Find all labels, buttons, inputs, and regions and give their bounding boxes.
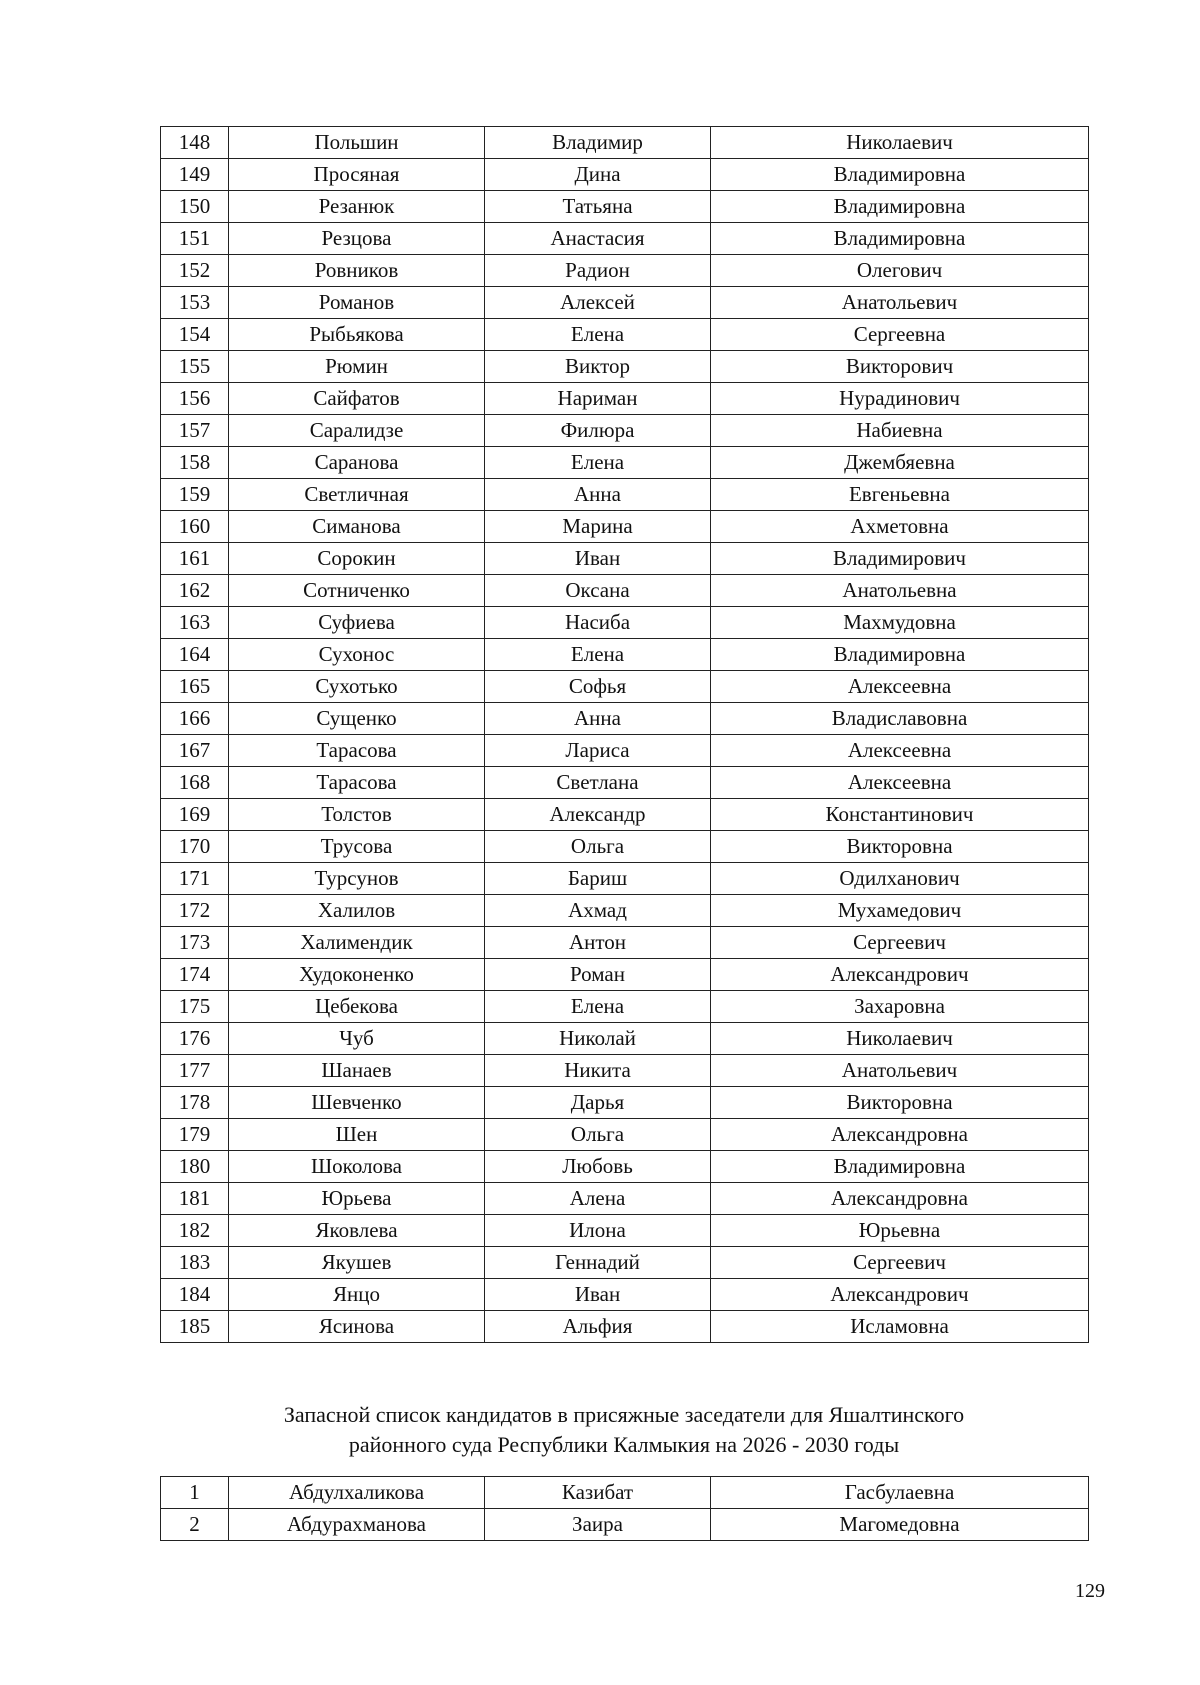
reserve-candidates-table	[160, 1476, 1089, 1541]
row-number-cell: 2	[161, 1509, 229, 1541]
row-number-cell: 163	[161, 607, 229, 639]
table-row	[161, 927, 1089, 959]
row-number-cell: 162	[161, 575, 229, 607]
surname-cell: Просяная	[229, 159, 485, 191]
row-number-cell: 155	[161, 351, 229, 383]
table-row	[161, 447, 1089, 479]
row-number-cell: 156	[161, 383, 229, 415]
table-row	[161, 223, 1089, 255]
first-name-cell: Оксана	[485, 575, 711, 607]
first-name-cell: Алексей	[485, 287, 711, 319]
surname-cell: Худоконенко	[229, 959, 485, 991]
first-name-cell: Илона	[485, 1215, 711, 1247]
table-row	[161, 895, 1089, 927]
patronymic-cell: Одилханович	[711, 863, 1089, 895]
table-row	[161, 191, 1089, 223]
first-name-cell: Светлана	[485, 767, 711, 799]
surname-cell: Сухотько	[229, 671, 485, 703]
first-name-cell: Анна	[485, 703, 711, 735]
patronymic-cell: Сергеевна	[711, 319, 1089, 351]
surname-cell: Абдурахманова	[229, 1509, 485, 1541]
table-row	[161, 735, 1089, 767]
row-number-cell: 161	[161, 543, 229, 575]
patronymic-cell: Владимировна	[711, 191, 1089, 223]
reserve-heading-line-1: Запасной список кандидатов в присяжные заседатели для Яшалтинского	[283, 1402, 965, 1427]
first-name-cell: Насиба	[485, 607, 711, 639]
table-row	[161, 991, 1089, 1023]
patronymic-cell: Евгеньевна	[711, 479, 1089, 511]
patronymic-cell: Юрьевна	[711, 1215, 1089, 1247]
first-name-cell: Софья	[485, 671, 711, 703]
patronymic-cell: Анатольевич	[711, 287, 1089, 319]
row-number-cell: 158	[161, 447, 229, 479]
row-number-cell: 170	[161, 831, 229, 863]
first-name-cell: Роман	[485, 959, 711, 991]
table-row	[161, 1119, 1089, 1151]
table-row	[161, 383, 1089, 415]
row-number-cell: 157	[161, 415, 229, 447]
surname-cell: Симанова	[229, 511, 485, 543]
table-row	[161, 127, 1089, 159]
patronymic-cell: Викторовна	[711, 1087, 1089, 1119]
patronymic-cell: Гасбулаевна	[711, 1477, 1089, 1509]
reserve-list-heading	[160, 1400, 1088, 1460]
candidates-table	[160, 126, 1089, 1343]
first-name-cell: Марина	[485, 511, 711, 543]
patronymic-cell: Викторович	[711, 351, 1089, 383]
table-row	[161, 607, 1089, 639]
first-name-cell: Бариш	[485, 863, 711, 895]
first-name-cell: Иван	[485, 1279, 711, 1311]
first-name-cell: Дина	[485, 159, 711, 191]
surname-cell: Сайфатов	[229, 383, 485, 415]
table-row	[161, 1151, 1089, 1183]
first-name-cell: Антон	[485, 927, 711, 959]
surname-cell: Светличная	[229, 479, 485, 511]
surname-cell: Сорокин	[229, 543, 485, 575]
surname-cell: Тарасова	[229, 735, 485, 767]
patronymic-cell: Ахметовна	[711, 511, 1089, 543]
first-name-cell: Николай	[485, 1023, 711, 1055]
table-row	[161, 415, 1089, 447]
row-number-cell: 168	[161, 767, 229, 799]
row-number-cell: 151	[161, 223, 229, 255]
first-name-cell: Елена	[485, 991, 711, 1023]
patronymic-cell: Алексеевна	[711, 735, 1089, 767]
row-number-cell: 171	[161, 863, 229, 895]
table-row	[161, 767, 1089, 799]
first-name-cell: Никита	[485, 1055, 711, 1087]
row-number-cell: 185	[161, 1311, 229, 1343]
row-number-cell: 179	[161, 1119, 229, 1151]
table-row	[161, 959, 1089, 991]
first-name-cell: Елена	[485, 319, 711, 351]
first-name-cell: Лариса	[485, 735, 711, 767]
patronymic-cell: Сергеевич	[711, 927, 1089, 959]
table-row	[161, 1247, 1089, 1279]
table-row	[161, 1215, 1089, 1247]
surname-cell: Якушев	[229, 1247, 485, 1279]
table-row	[161, 831, 1089, 863]
row-number-cell: 169	[161, 799, 229, 831]
patronymic-cell: Алексеевна	[711, 767, 1089, 799]
patronymic-cell: Исламовна	[711, 1311, 1089, 1343]
patronymic-cell: Александрович	[711, 959, 1089, 991]
first-name-cell: Ахмад	[485, 895, 711, 927]
row-number-cell: 150	[161, 191, 229, 223]
first-name-cell: Геннадий	[485, 1247, 711, 1279]
first-name-cell: Иван	[485, 543, 711, 575]
table-row	[161, 159, 1089, 191]
first-name-cell: Казибат	[485, 1477, 711, 1509]
patronymic-cell: Нурадинович	[711, 383, 1089, 415]
row-number-cell: 175	[161, 991, 229, 1023]
table-row	[161, 1055, 1089, 1087]
table-row	[161, 575, 1089, 607]
row-number-cell: 181	[161, 1183, 229, 1215]
table-row	[161, 511, 1089, 543]
table-row	[161, 1023, 1089, 1055]
row-number-cell: 148	[161, 127, 229, 159]
patronymic-cell: Джембяевна	[711, 447, 1089, 479]
page-number: 129	[1075, 1580, 1105, 1602]
surname-cell: Сухонос	[229, 639, 485, 671]
row-number-cell: 174	[161, 959, 229, 991]
first-name-cell: Ольга	[485, 831, 711, 863]
row-number-cell: 159	[161, 479, 229, 511]
patronymic-cell: Набиевна	[711, 415, 1089, 447]
candidates-table-body	[161, 127, 1089, 1343]
reserve-table-body	[161, 1477, 1089, 1541]
table-row	[161, 671, 1089, 703]
row-number-cell: 153	[161, 287, 229, 319]
first-name-cell: Любовь	[485, 1151, 711, 1183]
surname-cell: Шоколова	[229, 1151, 485, 1183]
table-row	[161, 1279, 1089, 1311]
surname-cell: Суфиева	[229, 607, 485, 639]
table-row	[161, 639, 1089, 671]
surname-cell: Резцова	[229, 223, 485, 255]
surname-cell: Саралидзе	[229, 415, 485, 447]
row-number-cell: 167	[161, 735, 229, 767]
patronymic-cell: Махмудовна	[711, 607, 1089, 639]
table-row	[161, 1087, 1089, 1119]
row-number-cell: 180	[161, 1151, 229, 1183]
first-name-cell: Владимир	[485, 127, 711, 159]
surname-cell: Сотниченко	[229, 575, 485, 607]
surname-cell: Юрьева	[229, 1183, 485, 1215]
row-number-cell: 184	[161, 1279, 229, 1311]
first-name-cell: Анастасия	[485, 223, 711, 255]
first-name-cell: Нариман	[485, 383, 711, 415]
surname-cell: Саранова	[229, 447, 485, 479]
surname-cell: Халилов	[229, 895, 485, 927]
patronymic-cell: Анатольевна	[711, 575, 1089, 607]
first-name-cell: Елена	[485, 447, 711, 479]
row-number-cell: 166	[161, 703, 229, 735]
first-name-cell: Алена	[485, 1183, 711, 1215]
row-number-cell: 176	[161, 1023, 229, 1055]
first-name-cell: Татьяна	[485, 191, 711, 223]
surname-cell: Цебекова	[229, 991, 485, 1023]
patronymic-cell: Александровна	[711, 1119, 1089, 1151]
row-number-cell: 183	[161, 1247, 229, 1279]
surname-cell: Шевченко	[229, 1087, 485, 1119]
row-number-cell: 154	[161, 319, 229, 351]
patronymic-cell: Анатольевич	[711, 1055, 1089, 1087]
surname-cell: Турсунов	[229, 863, 485, 895]
first-name-cell: Альфия	[485, 1311, 711, 1343]
table-row	[161, 1477, 1089, 1509]
patronymic-cell: Александрович	[711, 1279, 1089, 1311]
patronymic-cell: Владимировна	[711, 223, 1089, 255]
row-number-cell: 178	[161, 1087, 229, 1119]
first-name-cell: Анна	[485, 479, 711, 511]
row-number-cell: 149	[161, 159, 229, 191]
first-name-cell: Заира	[485, 1509, 711, 1541]
first-name-cell: Ольга	[485, 1119, 711, 1151]
table-row	[161, 255, 1089, 287]
reserve-heading-line-2: районного суда Республики Калмыкия на 2026 - 2030 годы	[348, 1432, 900, 1457]
first-name-cell: Радион	[485, 255, 711, 287]
patronymic-cell: Мухамедович	[711, 895, 1089, 927]
patronymic-cell: Константинович	[711, 799, 1089, 831]
table-row	[161, 799, 1089, 831]
patronymic-cell: Владимировна	[711, 639, 1089, 671]
surname-cell: Романов	[229, 287, 485, 319]
table-row	[161, 479, 1089, 511]
row-number-cell: 177	[161, 1055, 229, 1087]
patronymic-cell: Магомедовна	[711, 1509, 1089, 1541]
surname-cell: Янцо	[229, 1279, 485, 1311]
patronymic-cell: Сергеевич	[711, 1247, 1089, 1279]
surname-cell: Шен	[229, 1119, 485, 1151]
patronymic-cell: Алексеевна	[711, 671, 1089, 703]
surname-cell: Трусова	[229, 831, 485, 863]
patronymic-cell: Владимировна	[711, 159, 1089, 191]
table-row	[161, 1183, 1089, 1215]
row-number-cell: 1	[161, 1477, 229, 1509]
table-row	[161, 863, 1089, 895]
surname-cell: Абдулхаликова	[229, 1477, 485, 1509]
surname-cell: Халимендик	[229, 927, 485, 959]
table-row	[161, 319, 1089, 351]
surname-cell: Ясинова	[229, 1311, 485, 1343]
row-number-cell: 172	[161, 895, 229, 927]
patronymic-cell: Николаевич	[711, 1023, 1089, 1055]
table-row	[161, 351, 1089, 383]
patronymic-cell: Николаевич	[711, 127, 1089, 159]
row-number-cell: 182	[161, 1215, 229, 1247]
table-row	[161, 703, 1089, 735]
first-name-cell: Александр	[485, 799, 711, 831]
patronymic-cell: Олегович	[711, 255, 1089, 287]
surname-cell: Рыбьякова	[229, 319, 485, 351]
table-row	[161, 287, 1089, 319]
surname-cell: Сущенко	[229, 703, 485, 735]
patronymic-cell: Александровна	[711, 1183, 1089, 1215]
row-number-cell: 164	[161, 639, 229, 671]
table-row	[161, 1509, 1089, 1541]
table-row	[161, 1311, 1089, 1343]
row-number-cell: 165	[161, 671, 229, 703]
table-row	[161, 543, 1089, 575]
patronymic-cell: Викторовна	[711, 831, 1089, 863]
surname-cell: Тарасова	[229, 767, 485, 799]
row-number-cell: 173	[161, 927, 229, 959]
patronymic-cell: Владиславовна	[711, 703, 1089, 735]
surname-cell: Толстов	[229, 799, 485, 831]
surname-cell: Рюмин	[229, 351, 485, 383]
first-name-cell: Дарья	[485, 1087, 711, 1119]
surname-cell: Чуб	[229, 1023, 485, 1055]
row-number-cell: 160	[161, 511, 229, 543]
surname-cell: Ровников	[229, 255, 485, 287]
patronymic-cell: Владимирович	[711, 543, 1089, 575]
row-number-cell: 152	[161, 255, 229, 287]
patronymic-cell: Захаровна	[711, 991, 1089, 1023]
patronymic-cell: Владимировна	[711, 1151, 1089, 1183]
first-name-cell: Виктор	[485, 351, 711, 383]
first-name-cell: Елена	[485, 639, 711, 671]
surname-cell: Польшин	[229, 127, 485, 159]
surname-cell: Яковлева	[229, 1215, 485, 1247]
first-name-cell: Филюра	[485, 415, 711, 447]
surname-cell: Шанаев	[229, 1055, 485, 1087]
surname-cell: Резанюк	[229, 191, 485, 223]
